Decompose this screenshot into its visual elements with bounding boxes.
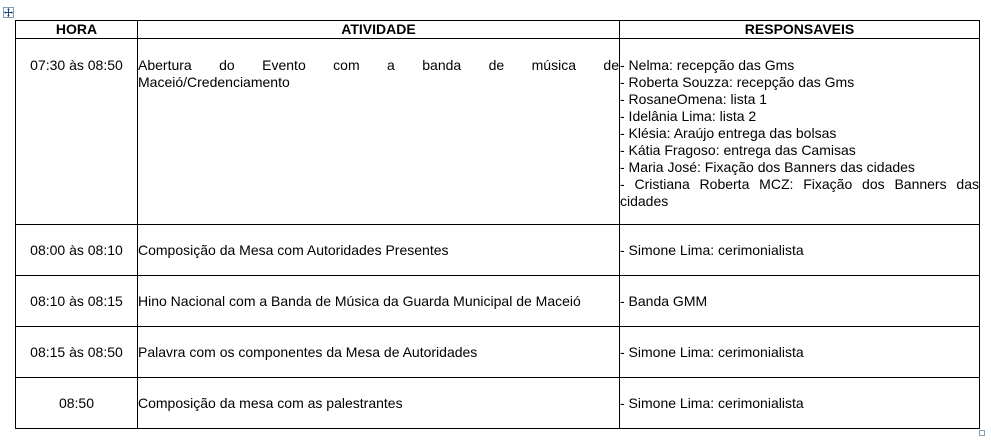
cell-responsaveis [620,39,980,225]
cell-responsaveis: - Banda GMM [620,276,980,327]
header-responsaveis: RESPONSAVEIS [620,21,980,39]
cell-atividade: Hino Nacional com a Banda de Música da Guarda Municipal de Maceió [138,276,620,327]
header-hora: HORA [16,21,138,39]
responsavel-item: - Cristiana Roberta MCZ: Fixação dos Banners das [620,176,979,192]
table-row [16,378,980,429]
move-arrows-icon [4,8,13,17]
responsavel-item: - Roberta Souzza: recepção das Gms [620,74,855,90]
cell-hora: 08:10 às 08:15 [16,276,138,327]
responsavel-item: - Nelma: recepção das Gms [620,57,795,73]
table-row [16,276,980,327]
header-atividade: ATIVIDADE [138,21,620,39]
responsavel-item: - RosaneOmena: lista 1 [620,91,768,107]
cell-hora: 08:00 às 08:10 [16,225,138,276]
responsavel-item: - Idelânia Lima: lista 2 [620,108,757,124]
responsavel-item: - Kátia Fragoso: entrega das Camisas [620,142,856,158]
cell-responsaveis: - Simone Lima: cerimonialista [620,327,980,378]
schedule-table [15,20,980,429]
table-resize-handle[interactable] [979,430,985,436]
table-row [16,225,980,276]
responsavel-item: - Klésia: Araújo entrega das bolsas [620,125,837,141]
responsavel-item: cidades [620,193,669,209]
cell-hora: 08:15 às 08:50 [16,327,138,378]
table-row [16,327,980,378]
atividade-line: Maceió/Credenciamento [138,74,290,90]
table-move-handle[interactable] [3,7,14,18]
cell-responsaveis: - Simone Lima: cerimonialista [620,378,980,429]
responsavel-item: - Maria José: Fixação dos Banners das cidades [620,159,915,175]
cell-atividade: Composição da Mesa com Autoridades Presentes [138,225,620,276]
cell-hora: 07:30 às 08:50 [16,39,138,225]
table-row [16,39,980,225]
cell-atividade: Composição da mesa com as palestrantes [138,378,620,429]
cell-hora: 08:50 [16,378,138,429]
atividade-line: Abertura do Evento com a banda de música de [138,57,619,73]
header-row [16,21,980,39]
cell-atividade [138,39,620,225]
cell-responsaveis: - Simone Lima: cerimonialista [620,225,980,276]
cell-atividade: Palavra com os componentes da Mesa de Autoridades [138,327,620,378]
